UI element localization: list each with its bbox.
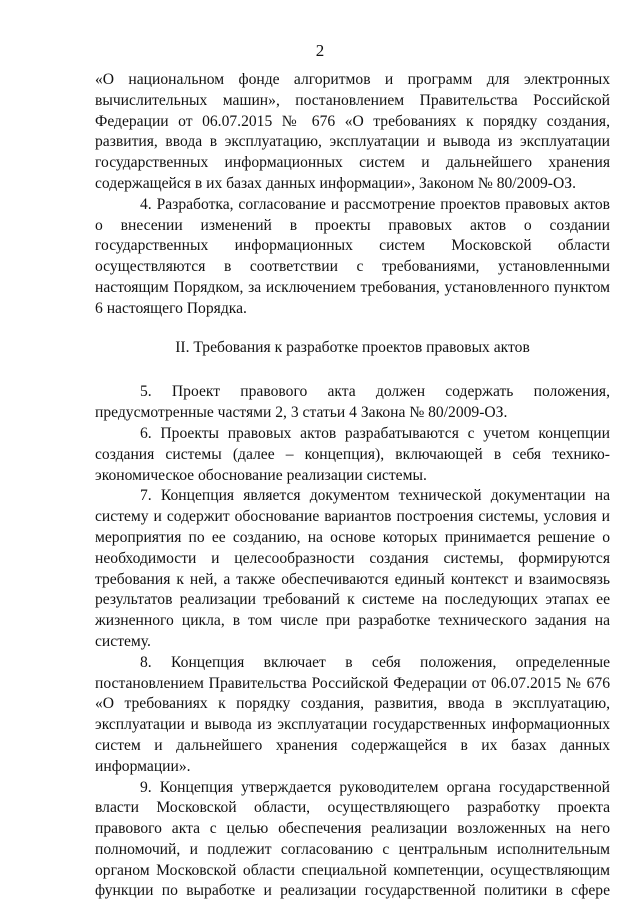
paragraph-item-8: 8. Концепция включает в себя положения, определенные постановлением Правительства Российской Федерации от 06.07.2015 № 676 «О требованиях к порядку создания, развития, ввода в эксплуатацию, эксплуатации и вывода из эксплуатации государственных информационных систем и дальнейшего хранения содержащейся в их базах данных информации».	[95, 653, 610, 775]
section-heading: II. Требования к разработке проектов правовых актов	[175, 338, 530, 356]
document-body	[95, 70, 610, 902]
paragraph-item-7: 7. Концепция является документом технической документации на систему и содержит обоснование вариантов построения системы, условия и мероприятия по ее созданию, на основе которых принимается решение о необходимости и целесообразности создания системы, формируются требования к ней, а также обеспечиваются единый контекст и взаимосвязь результатов реализации требований к системе на последующих этапах ее жизненного цикла, в том числе при разработке технического задания на систему.	[95, 487, 610, 650]
paragraph-item-6: 6. Проекты правовых актов разрабатываются с учетом концепции создания системы (далее – концепция), включающей в себя технико-экономическое обоснование реализации системы.	[95, 424, 610, 484]
paragraph-item-4: 4. Разработка, согласование и рассмотрение проектов правовых актов о внесении изменений в проекты правовых актов о создании государственных информационных систем Московской области осуществляются в соответствии с требованиями, установленными настоящим Порядком, за исключением требования, установленного пунктом 6 настоящего Порядка.	[95, 195, 610, 317]
paragraph-continuation: «О национальном фонде алгоритмов и программ для электронных вычислительных машин», постановлением Правительства Российской Федерации от 06.07.2015 № 676 «О требованиях к порядку создания, развития, ввода в эксплуатацию, эксплуатации и вывода из эксплуатации государственных информационных систем и дальнейшего хранения содержащейся в их базах данных информации», Законом № 80/2009-ОЗ.	[95, 71, 610, 192]
paragraph-item-9: 9. Концепция утверждается руководителем органа государственной власти Московской области, осуществляющего разработку проекта правового акта с целью обеспечения реализации возложенных на него полномочий, и подлежит согласованию с центральным исполнительным органом Московской области специальной компетенции, осуществляющим функции по выработке и реализации государственной политики в сфере	[95, 778, 610, 900]
paragraph-item-5: 5. Проект правового акта должен содержать положения, предусмотренные частями 2, 3 статьи 4 Закона № 80/2009-ОЗ.	[95, 383, 610, 422]
page-number: 2	[315, 41, 325, 60]
